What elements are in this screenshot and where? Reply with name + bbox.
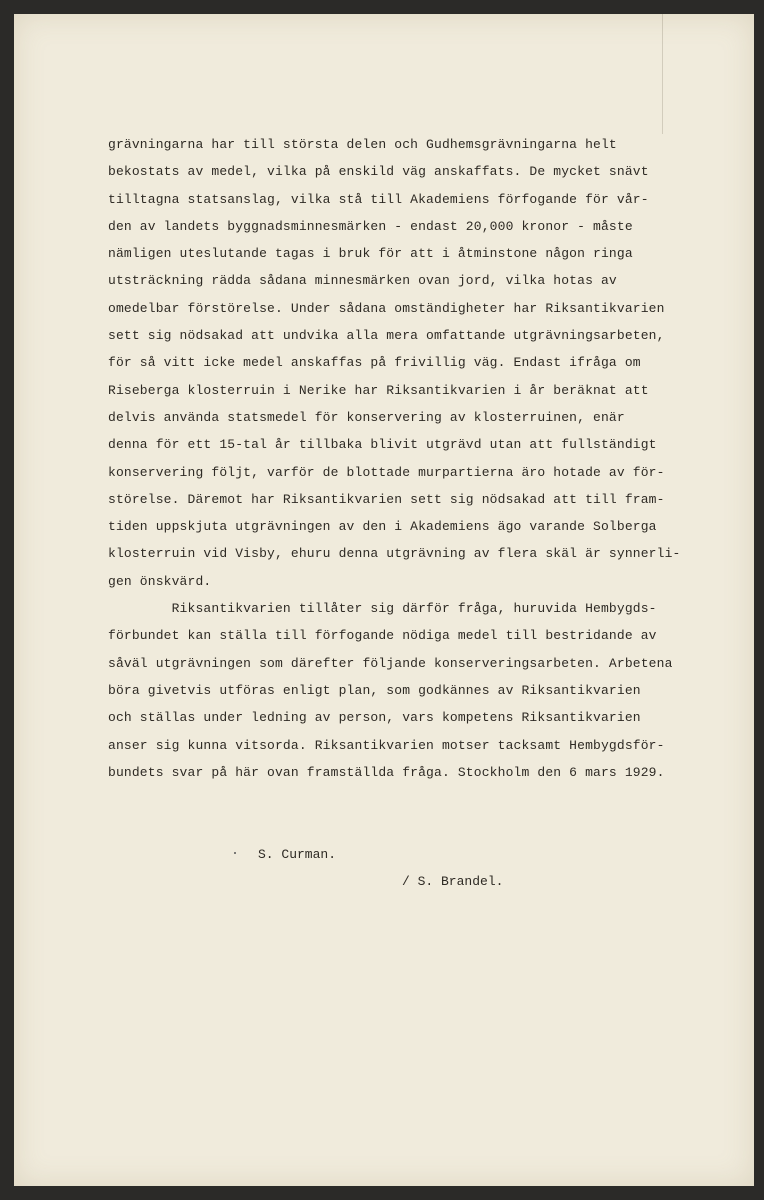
document-page — [14, 14, 754, 1186]
text-line: sett sig nödsakad att undvika alla mera omfattande utgrävningsarbeten, — [108, 328, 665, 344]
text-line: den av landets byggnadsminnesmärken - endast 20,000 kronor - måste — [108, 218, 633, 234]
text-line: utsträckning rädda sådana minnesmärken ovan jord, vilka hotas av — [108, 273, 617, 289]
text-line: denna för ett 15-tal år tillbaka blivit utgrävd utan att fullständigt — [108, 437, 657, 453]
ink-speck — [234, 852, 236, 854]
text-line: nämligen uteslutande tagas i bruk för att i åtminstone någon ringa — [108, 246, 633, 262]
text-line: störelse. Däremot har Riksantikvarien sett sig nödsakad att till fram- — [108, 491, 665, 507]
text-line: Riksantikvarien tillåter sig därför fråga, huruvida Hembygds- — [108, 601, 657, 617]
text-line: delvis använda statsmedel för konservering av klosterruinen, enär — [108, 409, 625, 425]
signature-brandel: / S. Brandel. — [402, 874, 504, 889]
text-line: böra givetvis utföras enligt plan, som godkännes av Riksantikvarien — [108, 682, 641, 698]
letter-body — [108, 131, 681, 786]
text-line: bundets svar på här ovan framställda fråga. Stockholm den 6 mars 1929. — [108, 764, 665, 780]
text-line: grävningarna har till största delen och Gudhemsgrävningarna helt — [108, 137, 617, 152]
text-line: Riseberga klosterruin i Nerike har Riksantikvarien i år beräknat att — [108, 382, 649, 398]
text-line: för så vitt icke medel anskaffas på frivillig väg. Endast ifråga om — [108, 355, 641, 371]
text-line: omedelbar förstörelse. Under sådana omständigheter har Riksantikvarien — [108, 300, 665, 316]
text-line: konservering följt, varför de blottade murpartierna äro hotade av för- — [108, 464, 665, 480]
text-line: tilltagna statsanslag, vilka stå till Akademiens förfogande för vår- — [108, 191, 649, 207]
text-line: förbundet kan ställa till förfogande nödiga medel till bestridande av — [108, 628, 657, 644]
text-line: och ställas under ledning av person, vars kompetens Riksantikvarien — [108, 710, 641, 726]
text-line: tiden uppskjuta utgrävningen av den i Akademiens ägo varande Solberga — [108, 519, 657, 535]
signature-curman: S. Curman. — [258, 847, 337, 862]
text-line: klosterruin vid Visby, ehuru denna utgrävning av flera skäl är synnerli- — [108, 546, 681, 562]
text-line: såväl utgrävningen som därefter följande konserveringsarbeten. Arbetena — [108, 655, 673, 671]
paper-crease — [662, 14, 663, 134]
text-line: bekostats av medel, vilka på enskild väg anskaffats. De mycket snävt — [108, 164, 649, 180]
text-line: gen önskvärd. — [108, 573, 212, 589]
text-line: anser sig kunna vitsorda. Riksantikvarien motser tacksamt Hembygdsför- — [108, 737, 665, 753]
